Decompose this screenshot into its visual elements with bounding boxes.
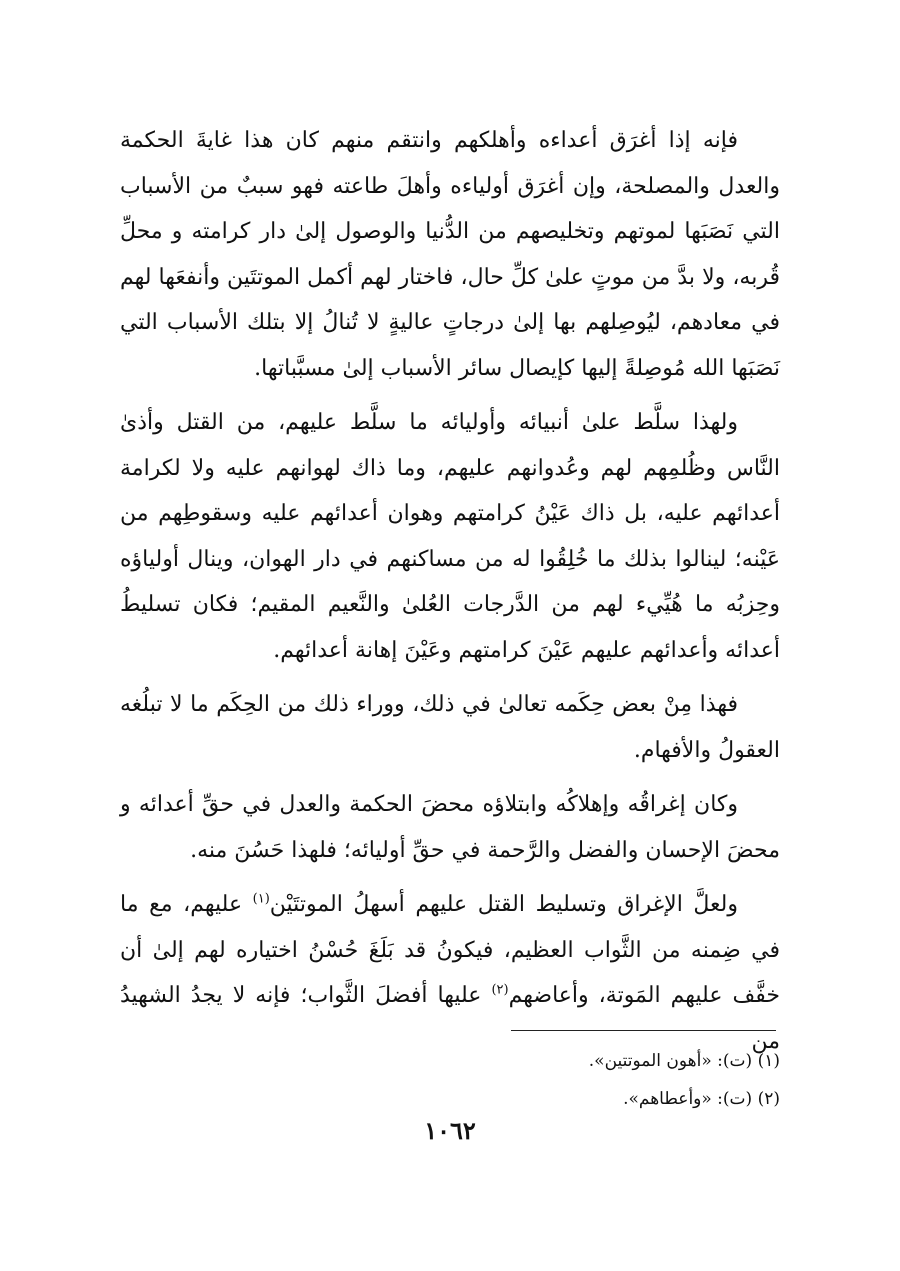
paragraph-5-part-1: ولعلَّ الإغراق وتسليط القتل عليهم أسهلُ الموتتَيْن (269, 892, 738, 917)
paragraph-5-part-2: عليهم، مع ما في ضِمنه من الثَّواب العظيم، فيكونُ قد بَلَغَ حُسْنُ اختياره لهم إلىٰ أن خفَّف عليهم المَوتة، وأعاضهم (120, 892, 780, 1008)
page-number: ١٠٦٢ (424, 1116, 476, 1145)
paragraph-4: وكان إغراقُه وإهلاكُه وابتلاؤه محضَ الحكمة والعدل في حقِّ أعدائه و محضَ الإحسان والفضل والرَّحمة في حقِّ أوليائه؛ فلهذا حَسُنَ منه. (120, 792, 780, 863)
paragraph-2: ولهذا سلَّط علىٰ أنبيائه وأوليائه ما سلَّط عليهم، من القتل وأذىٰ النَّاس وظُلمِهم لهم وعُدوانهم عليهم، وما ذاك لهوانهم عليه ولا لكرامة أعدائهم عليه، بل ذاك عَيْنُ كرامتهم وهوان أعدائهم عليه وسقوطِهم من عَيْنه؛ لينالوا بذلك ما خُلِقُوا له من مساكنهم في دار الهوان، وينال أولياؤه وحِزبُه ما هُيِّيء لهم من الدَّرجات العُلىٰ والنَّعيم المقيم؛ فكان تسليطُ أعدائه وأعدائهم عليهم عَيْنَ كرامتهم وعَيْنَ إهانة أعدائهم. (120, 410, 780, 663)
footnote-1: (١) (ت): «أهون الموتتين». (588, 1051, 780, 1071)
paragraph-1: فإنه إذا أغرَق أعداءه وأهلكهم وانتقم منهم كان هذا غايةَ الحكمة والعدل والمصلحة، وإن أغرَق أولياءه وأهلَ طاعته فهو سببٌ من الأسباب التي نَصَبَها لموتهم وتخليصهم من الدُّنيا والوصول إلىٰ دار كرامته و محلِّ قُربه، ولا بدَّ من موتٍ علىٰ كلِّ حال، فاختار لهم أكمل الموتتَين وأنفعَها لهم في معادهم، ليُوصِلهم بها إلىٰ درجاتٍ عاليةٍ لا تُنالُ إلا بتلك الأسباب التي نَصَبَها الله مُوصِلةً إليها كإيصال سائر الأسباب إلىٰ مسبَّباتها. (120, 128, 780, 381)
footnote-2: (٢) (ت): «وأعطاهم». (623, 1089, 780, 1109)
paragraph-5 (120, 882, 780, 1064)
paragraph-5-part-3: عليها أفضلَ الثَّواب؛ فإنه لا يجدُ الشهيدُ من (120, 983, 780, 1054)
footnote-ref-2: (٢) (491, 982, 509, 998)
footnote-separator (511, 1030, 776, 1031)
footnotes (120, 1042, 780, 1118)
footnote-ref-1: (١) (252, 891, 270, 907)
page-body (120, 118, 780, 1073)
paragraph-3: فهذا مِنْ بعض حِكَمه تعالىٰ في ذلك، ووراء ذلك من الحِكَم ما لا تبلُغه العقولُ والأفهام. (120, 692, 780, 763)
